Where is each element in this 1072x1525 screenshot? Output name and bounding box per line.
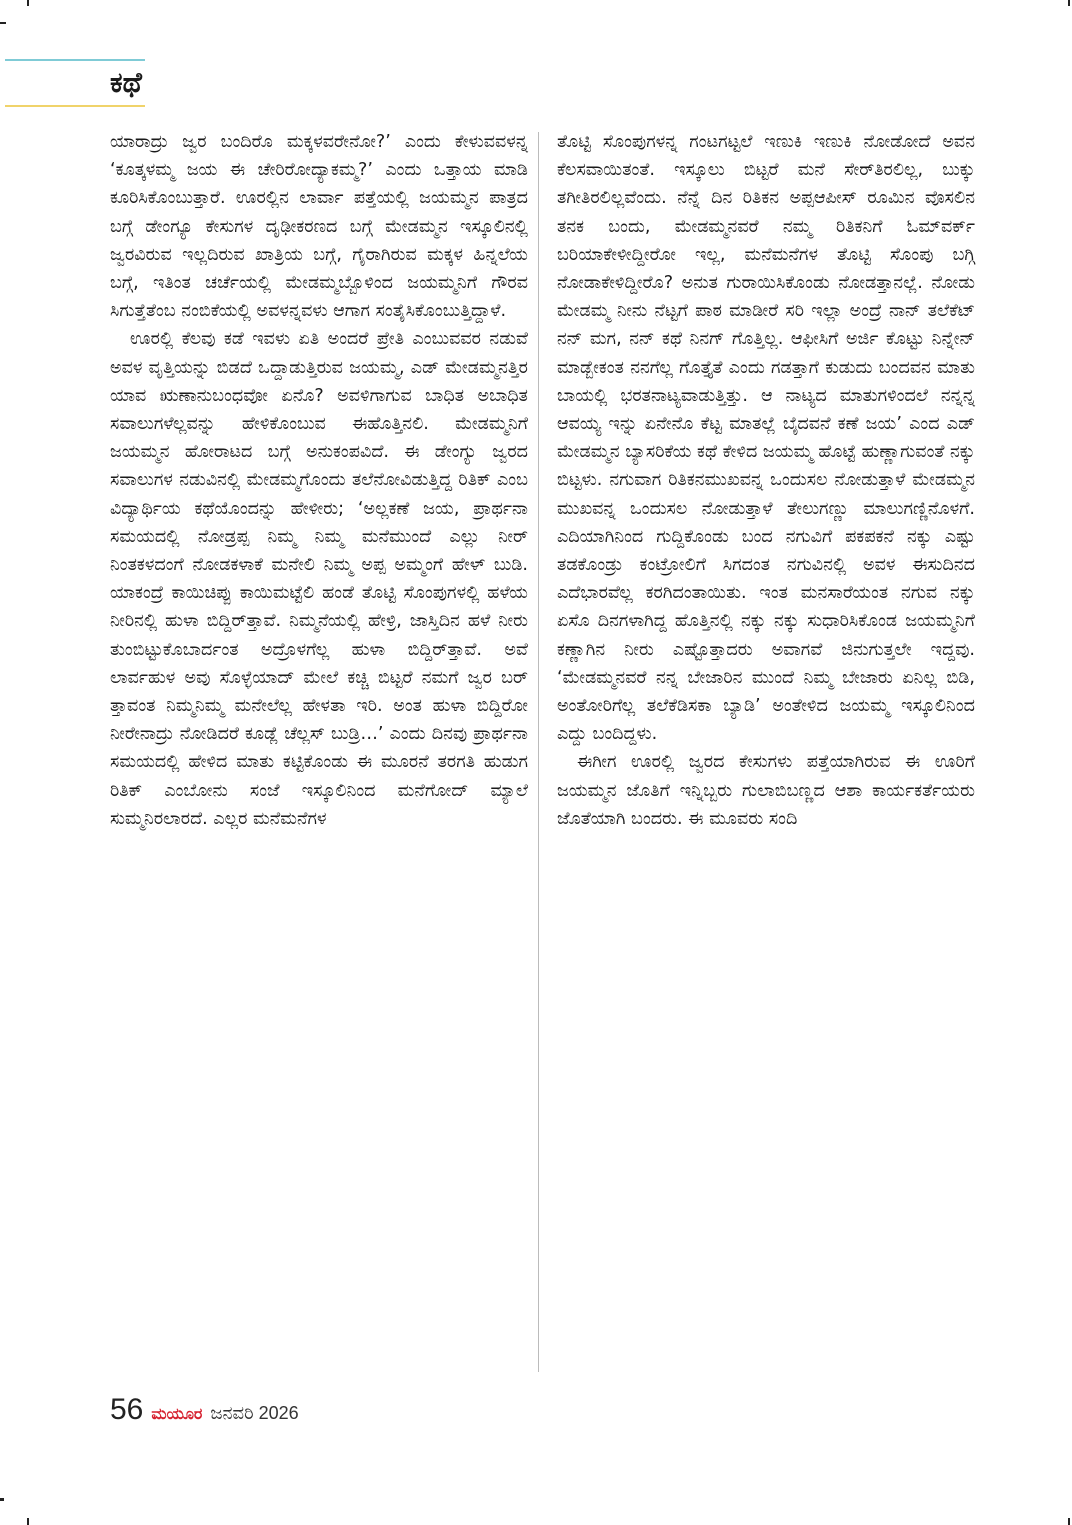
crop-mark <box>0 22 6 24</box>
magazine-logo: ಮಯೂರ <box>151 1404 203 1423</box>
crop-mark <box>0 1498 4 1501</box>
crop-mark <box>1068 0 1070 6</box>
crop-mark <box>27 0 29 6</box>
article-column-left <box>110 128 528 833</box>
section-top-rule <box>5 59 145 61</box>
crop-mark <box>27 1518 29 1525</box>
section-bottom-rule <box>5 105 145 107</box>
paragraph: ಊರಲ್ಲಿ ಕೆಲವು ಕಡೆ ಇವಳು ಏತಿ ಅಂದರೆ ಪ್ರೇತಿ ಎಂಬುವವರ ನಡುವೆ ಅವಳ ವೃತ್ತಿಯನ್ನು ಬಿಡದೆ ಒದ್ದಾಡುತ್ತಿರುವ ಜಯಮ್ಮ, ಎಡ್ ಮೇಡಮ್ಮನತ್ತಿರ ಯಾವ ಋಣಾನುಬಂಧವೋ ಏನೊ? ಅವಳಿಗಾಗುವ ಬಾಧಿತ ಅಬಾಧಿತ ಸವಾಲುಗಳೆಲ್ಲವನ್ನು ಹೇಳಿಕೊಂಬುವ ಈಹೊತ್ತಿನಲಿ. ಮೇಡಮ್ಮನಿಗೆ ಜಯಮ್ಮನ ಹೋರಾಟದ ಬಗ್ಗೆ ಅನುಕಂಪವಿದೆ. ಈ ಡೇಂಗ್ಯು ಜ್ವರದ ಸವಾಲುಗಳ ನಡುವಿನಲ್ಲಿ ಮೇಡಮ್ಮಗೊಂದು ತಲೆನೋವಿಡುತ್ತಿದ್ದ ರಿತಿಕ್ ಎಂಬ ವಿದ್ಯಾರ್ಥಿಯ ಕಥೆಯೊಂದನ್ನು ಹೇಳೀರು; ‘ಅಲ್ಲಕಣೆ ಜಯ, ಪ್ರಾರ್ಥನಾ ಸಮಯದಲ್ಲಿ ನೋಡ್ರಪ್ಪ ನಿಮ್ಮ ನಿಮ್ಮ ಮನೆಮುಂದೆ ಎಲ್ಲು ನೀರ್ ನಿಂತಕಳದಂಗೆ ನೋಡಕಳಾಕೆ ಮನೇಲಿ ನಿಮ್ಮ ಅಪ್ಪ ಅಮ್ಮಂಗೆ ಹೇಳ್ ಬುಡಿ. ಯಾಕಂದ್ರೆ ಕಾಯಿಚಿಪ್ಪು ಕಾಯಿಮಟ್ಟೆಲಿ ಹಂಡೆ ತೊಟ್ಟಿ ಸೊಂಪುಗಳಲ್ಲಿ ಹಳೆಯ ನೀರಿನಲ್ಲಿ ಹುಳಾ ಬಿದ್ದಿರ್‌ತ್ತಾವೆ. ನಿಮ್ಮನೆಯಲ್ಲಿ ಹೇಳ್ರಿ, ಜಾಸ್ತಿದಿನ ಹಳೆ ನೀರು ತುಂಬಿಟ್ಟುಕೊಬಾರ್ದಂತ ಅದ್ರೊಳಗೆಲ್ಲ ಹುಳಾ ಬಿದ್ದಿರ್‌ತ್ತಾವೆ. ಅವೆ ಲಾರ್ವಹುಳ ಅವು ಸೊಳ್ಳೆಯಾದ್ ಮೇಲೆ ಕಚ್ಚಿ ಬಿಟ್ಟರೆ ನಮಗೆ ಜ್ವರ ಬರ್ ತ್ತಾವಂತ ನಿಮ್ಮನಿಮ್ಮ ಮನೇಲೆಲ್ಲ ಹೇಳತಾ ಇರಿ. ಅಂತ ಹುಳಾ ಬಿದ್ದಿರೋ ನೀರೇನಾದ್ರು ನೋಡಿದರೆ ಕೂಡ್ಲೆ ಚೆಲ್ಲಸ್ ಬುಡ್ರಿ…’ ಎಂದು ದಿನವು ಪ್ರಾರ್ಥನಾ ಸಮಯದಲ್ಲಿ ಹೇಳಿದ ಮಾತು ಕಟ್ಟಿಕೊಂಡು ಈ ಮೂರನೆ ತರಗತಿ ಹುಡುಗ ರಿತಿಕ್ ಎಂಬೋನು ಸಂಜೆ ಇಸ್ಕೂಲಿನಿಂದ ಮನೆಗೋದ್ ಮ್ಯಾಲೆ ಸುಮ್ಮನಿರಲಾರದೆ. ಎಲ್ಲರ ಮನೆಮನೆಗಳ <box>110 329 528 829</box>
section-title: ಕಥೆ <box>110 66 142 99</box>
paragraph: ಈಗೀಗ ಊರಲ್ಲಿ ಜ್ವರದ ಕೇಸುಗಳು ಪತ್ತೆಯಾಗಿರುವ ಈ ಊರಿಗೆ ಜಯಮ್ಮನ ಜೊತಿಗೆ ಇನ್ನಿಬ್ಬರು ಗುಲಾಬಿಬಣ್ಣದ ಆಶಾ ಕಾರ್ಯಕರ್ತೆಯರು ಜೊತೆಯಾಗಿ ಬಂದರು. ಈ ಮೂವರು ಸಂದಿ <box>557 752 975 829</box>
paragraph: ಯಾರಾದ್ರು ಜ್ವರ ಬಂದಿರೊ ಮಕ್ಕಳವರೇನೋ?’ ಎಂದು ಕೇಳುವವಳನ್ನ ‘ಕೂತ್ಕಳಮ್ಮ ಜಯ ಈ ಚೇರಿರೋದ್ಯಾಕಮ್ಮ?’ ಎಂದು ಒತ್ತಾಯ ಮಾಡಿ ಕೂರಿಸಿಕೊಂಬುತ್ತಾರೆ. ಊರಲ್ಲಿನ ಲಾರ್ವಾ ಪತ್ತೆಯಲ್ಲಿ ಜಯಮ್ಮನ ಪಾತ್ರದ ಬಗ್ಗೆ ಡೇಂಗ್ಯೂ ಕೇಸುಗಳ ದೃಢೀಕರಣದ ಬಗ್ಗೆ ಮೇಡಮ್ಮನ ಇಸ್ಕೂಲಿನಲ್ಲಿ ಜ್ವರವಿರುವ ಇಲ್ಲದಿರುವ ಖಾತ್ರಿಯ ಬಗ್ಗೆ, ಗೈರಾಗಿರುವ ಮಕ್ಕಳ ಹಿನ್ನಲೆಯ ಬಗ್ಗೆ, ಇತಿಂತ ಚರ್ಚೆಯಲ್ಲಿ ಮೇಡಮ್ಮಬ್ಬೊಳಿಂದ ಜಯಮ್ಮನಿಗೆ ಗೌರವ ಸಿಗುತ್ತೆತೆಂಬ ನಂಬಿಕೆಯಲ್ಲಿ ಅವಳನ್ನವಳು ಆಗಾಗ ಸಂತೈಸಿಕೊಂಬುತ್ತಿದ್ದಾಳೆ. <box>110 132 528 322</box>
article-column-right <box>557 128 975 833</box>
paragraph: ತೊಟ್ಟಿ ಸೊಂಪುಗಳನ್ನ ಗಂಟಗಟ್ಟಲೆ ಇಣುಕಿ ಇಣುಕಿ ನೋಡೋದೆ ಅವನ ಕೆಲಸವಾಯಿತಂತೆ. ಇಸ್ಕೂಲು ಬಿಟ್ಟರೆ ಮನೆ ಸೇರ್‌ತಿರಲಿಲ್ಲ, ಬುಕ್ಕು ತಗೀತಿರಲಿಲ್ಲವೆಂದು. ನೆನ್ನೆ ದಿನ ರಿತಿಕನ ಅಪ್ಪಆಪೀಸ್ ರೂಮಿನ ವೊಸಲಿನ ತನಕ ಬಂದು, ಮೇಡಮ್ಮನವರೆ ನಮ್ಮ ರಿತಿಕನಿಗೆ ಓಮ್‌ವರ್ಕ್ ಬರಿಯಾಕೇಳೀದ್ದೀರೋ ಇಲ್ಲ, ಮನೆಮನೆಗಳ ತೊಟ್ಟಿ ಸೊಂಪು ಬಗ್ಗಿ ನೋಡಾಕೇಳಿದ್ದೀರೊ? ಅನುತ ಗುರಾಯಿಸಿಕೊಂಡು ನೋಡತ್ತಾನಲ್ಲೆ. ನೋಡು ಮೇಡಮ್ಮ ನೀನು ನೆಟ್ಟಗೆ ಪಾಠ ಮಾಡೀರೆ ಸರಿ ಇಲ್ಲಾ ಅಂದ್ರೆ ನಾನ್ ತಲೆಕೆಟ್ ನನ್ ಮಗ, ನನ್ ಕಥೆ ನಿನಗ್ ಗೊತ್ತಿಲ್ಲ. ಆಫೀಸಿಗೆ ಅರ್ಜಿ ಕೊಟ್ಟು ನಿನ್ನೇನ್ ಮಾಡ್ಬೇಕಂತ ನನಗೆಲ್ಲ ಗೊತ್ತೈತೆ ಎಂದು ಗಡತ್ತಾಗೆ ಕುಡುದು ಬಂದವನ ಮಾತು ಬಾಯಲ್ಲಿ ಭರತನಾಟ್ಯವಾಡುತ್ತಿತ್ತು. ಆ ನಾಟ್ಯದ ಮಾತುಗಳಿಂದಲೆ ನನ್ನನ್ನ ಆವಯ್ಯ ಇನ್ನು ಏನೇನೊ ಕೆಟ್ಟ ಮಾತಲ್ಲೆ ಬೈದವನೆ ಕಣೆ ಜಯ’ ಎಂದ ಎಡ್ ಮೇಡಮ್ಮನ ಬ್ಯಾಸರಿಕೆಯ ಕಥೆ ಕೇಳಿದ ಜಯಮ್ಮ ಹೊಟ್ಟೆ ಹುಣ್ಣಾಗುವಂತೆ ನಕ್ಕು ಬಿಟ್ಟಳು. ನಗುವಾಗ ರಿತಿಕನಮುಖವನ್ನ ಒಂದುಸಲ ನೋಡುತ್ತಾಳೆ ಮೇಡಮ್ಮನ ಮುಖವನ್ನ ಒಂದುಸಲ ನೋಡುತ್ತಾಳೆ ತೇಲುಗಣ್ಣು ಮಾಲುಗಣ್ಣಿನೊಳಗೆ. ಎದಿಯಾಗಿನಿಂದ ಗುದ್ದಿಕೊಂಡು ಬಂದ ನಗುವಿಗೆ ಪಕಪಕನೆ ನಕ್ಕು ಎಷ್ಟು ತಡಕೊಂಡ್ರು ಕಂಟ್ರೋಲಿಗೆ ಸಿಗದಂತ ನಗುವಿನಲ್ಲಿ ಅವಳ ಈಸುದಿನದ ಎದೆಭಾರವೆಲ್ಲ ಕರಗಿದಂತಾಯಿತು. ಇಂತ ಮನಸಾರೆಯಂತ ನಗುವ ನಕ್ಕು ಏಸೊ ದಿನಗಳಾಗಿದ್ದ ಹೊತ್ತಿನಲ್ಲಿ ನಕ್ಕು ನಕ್ಕು ಸುಧಾರಿಸಿಕೊಂಡ ಜಯಮ್ಮನಿಗೆ ಕಣ್ಣಾಗಿನ ನೀರು ಎಷ್ಟೊತ್ತಾದರು ಅವಾಗವೆ ಜಿನುಗುತ್ತಲೇ ಇದ್ದವು. ‘ಮೇಡಮ್ಮನವರೆ ನನ್ನ ಬೇಜಾರಿನ ಮುಂದೆ ನಿಮ್ಮ ಬೇಜಾರು ಏನಿಲ್ಲ ಬಿಡಿ, ಅಂತೋರಿಗೆಲ್ಲ ತಲೆಕೆಡಿಸಕಾ ಬ್ಯಾಡಿ’ ಅಂತೇಳಿದ ಜಯಮ್ಮ ಇಸ್ಕೂಲಿನಿಂದ ಎದ್ದು ಬಂದಿದ್ದಳು. <box>557 132 975 745</box>
page-footer <box>110 1393 299 1427</box>
crop-mark <box>1068 1518 1070 1525</box>
issue-date: ಜನವರಿ 2026 <box>210 1403 299 1423</box>
column-divider <box>538 132 539 1372</box>
page-number: 56 <box>110 1393 144 1426</box>
